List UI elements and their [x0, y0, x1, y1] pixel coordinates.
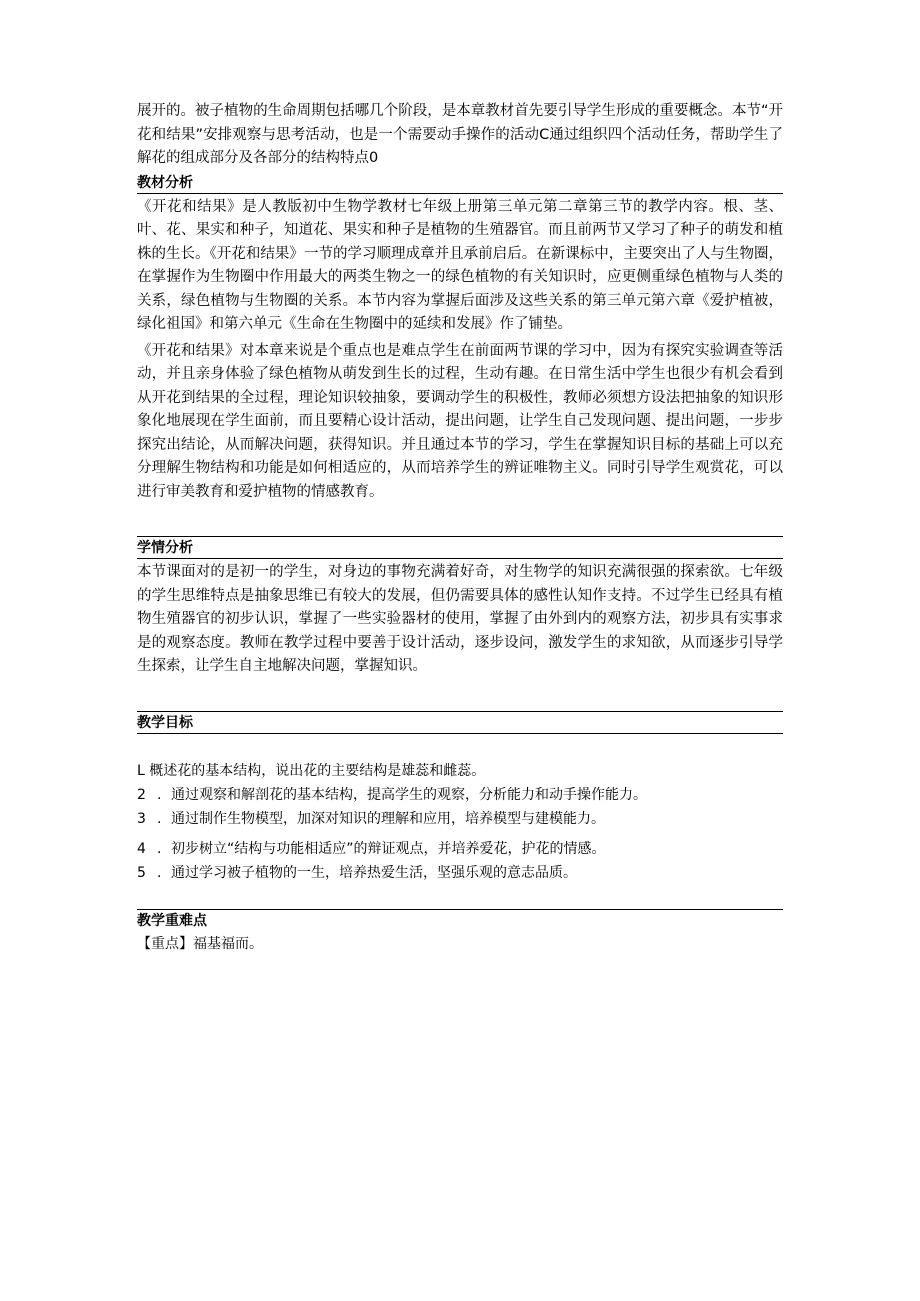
- textbook-analysis-paragraph-1: 《开花和结果》是人教版初中生物学教材七年级上册第三单元第二章第三节的教学内容。根、茎、叶、花、果实和种子，知道花、果实和种子是植物的生殖器官。而且前两节又学习了种子的萌发和植株的生长。《开花和结果》一节的学习顺理成章并且承前启后。在新课标中，主要突出了人与生物圈，在掌握作为生物圈中作用最大的两类生物之一的绿色植物的有关知识时，应更侧重绿色植物与人类的关系，绿色植物与生物圈的关系。本节内容为掌握后面涉及这些关系的第三单元第六章《爱护植被，绿化祖国》和第六单元《生命在生物圈中的延续和发展》作了铺垫。: [137, 198, 783, 332]
- goal-item-text: 初步树立“结构与功能相适应”的辩证观点，并培养爱花，护花的情感。: [171, 840, 606, 857]
- section-heading-teaching-goals: 教学目标: [137, 711, 783, 734]
- section-heading-textbook-analysis: 教材分析: [137, 172, 783, 194]
- goal-item-dot: .: [157, 840, 162, 857]
- goal-item-dot: .: [157, 810, 162, 827]
- goal-item-dot: .: [157, 786, 162, 803]
- section-heading-learner-analysis: 学情分析: [137, 536, 783, 559]
- key-point-line: [137, 933, 783, 955]
- goal-item-1: [137, 760, 783, 782]
- goal-item-dot: .: [157, 864, 162, 881]
- key-point-label: 【重点】: [137, 935, 193, 952]
- goal-item-number: 3: [137, 810, 146, 827]
- section-key-points: [137, 909, 783, 955]
- goal-item-4: [137, 838, 783, 860]
- learner-analysis-paragraph: 本节课面对的是初一的学生，对身边的事物充满着好奇，对生物学的知识充满很强的探索欲。七年级的学生思维特点是抽象思维已有较大的发展，但仍需要具体的感性认知作支持。不过学生已经具有植物生殖器官的初步认识，掌握了一些实验器材的使用，掌握了由外到内的观察方法，初步具有实事求是的观察态度。教师在教学过程中要善于设计活动，逐步设问，激发学生的求知欲，从而逐步引导学生探索，让学生自主地解决问题，掌握知识。: [137, 564, 783, 674]
- goal-item-3: [137, 808, 783, 830]
- section-heading-key-points: 教学重难点: [137, 912, 207, 929]
- key-point-text: 福基福而。: [193, 935, 263, 952]
- goal-item-text: 概述花的基本结构，说出花的主要结构是雄蕊和雌蕊。: [149, 762, 486, 779]
- goal-item-number: 4: [137, 840, 146, 857]
- goal-item-text: 通过学习被子植物的一生，培养热爱生活，坚强乐观的意志品质。: [171, 864, 577, 881]
- goal-item-number: 5: [137, 864, 146, 881]
- teaching-goals-list: [137, 760, 783, 884]
- goal-item-text: 通过观察和解剖花的基本结构，提高学生的观察，分析能力和动手操作能力。: [171, 786, 647, 803]
- textbook-analysis-paragraph-2: 《开花和结果》对本章来说是个重点也是难点学生在前面两节课的学习中，因为有探究实验调查等活动，并且亲身体验了绿色植物从萌发到生长的过程，生动有趣。在日常生活中学生也很少有机会看到从开花到结果的全过程，理论知识较抽象，要调动学生的积极性，教师必须想方设法把抽象的知识形象化地展现在学生面前，而且要精心设计活动，提出问题，让学生自己发现问题、提出问题，一步步探究出结论，从而解决问题，获得知识。并且通过本节的学习，学生在掌握知识目标的基础上可以充分理解生物结构和功能是如何相适应的，从而培养学生的辨证唯物主义。同时引导学生观赏花，可以进行审美教育和爱护植物的情感教育。: [137, 342, 783, 500]
- goal-item-number: L: [137, 762, 145, 779]
- document-page: [137, 100, 783, 955]
- goal-item-number: 2: [137, 786, 146, 803]
- goal-item-text: 通过制作生物模型，加深对知识的理解和应用，培养模型与建模能力。: [171, 810, 605, 827]
- goal-item-2: [137, 784, 783, 806]
- intro-paragraph: 展开的。被子植物的生命周期包括哪几个阶段，是本章教材首先要引导学生形成的重要概念。本节“开花和结果”安排观察与思考活动，也是一个需要动手操作的活动C通过组织四个活动任务，帮助学生了解花的组成部分及各部分的结构特点0: [137, 103, 783, 166]
- goal-item-5: [137, 862, 783, 884]
